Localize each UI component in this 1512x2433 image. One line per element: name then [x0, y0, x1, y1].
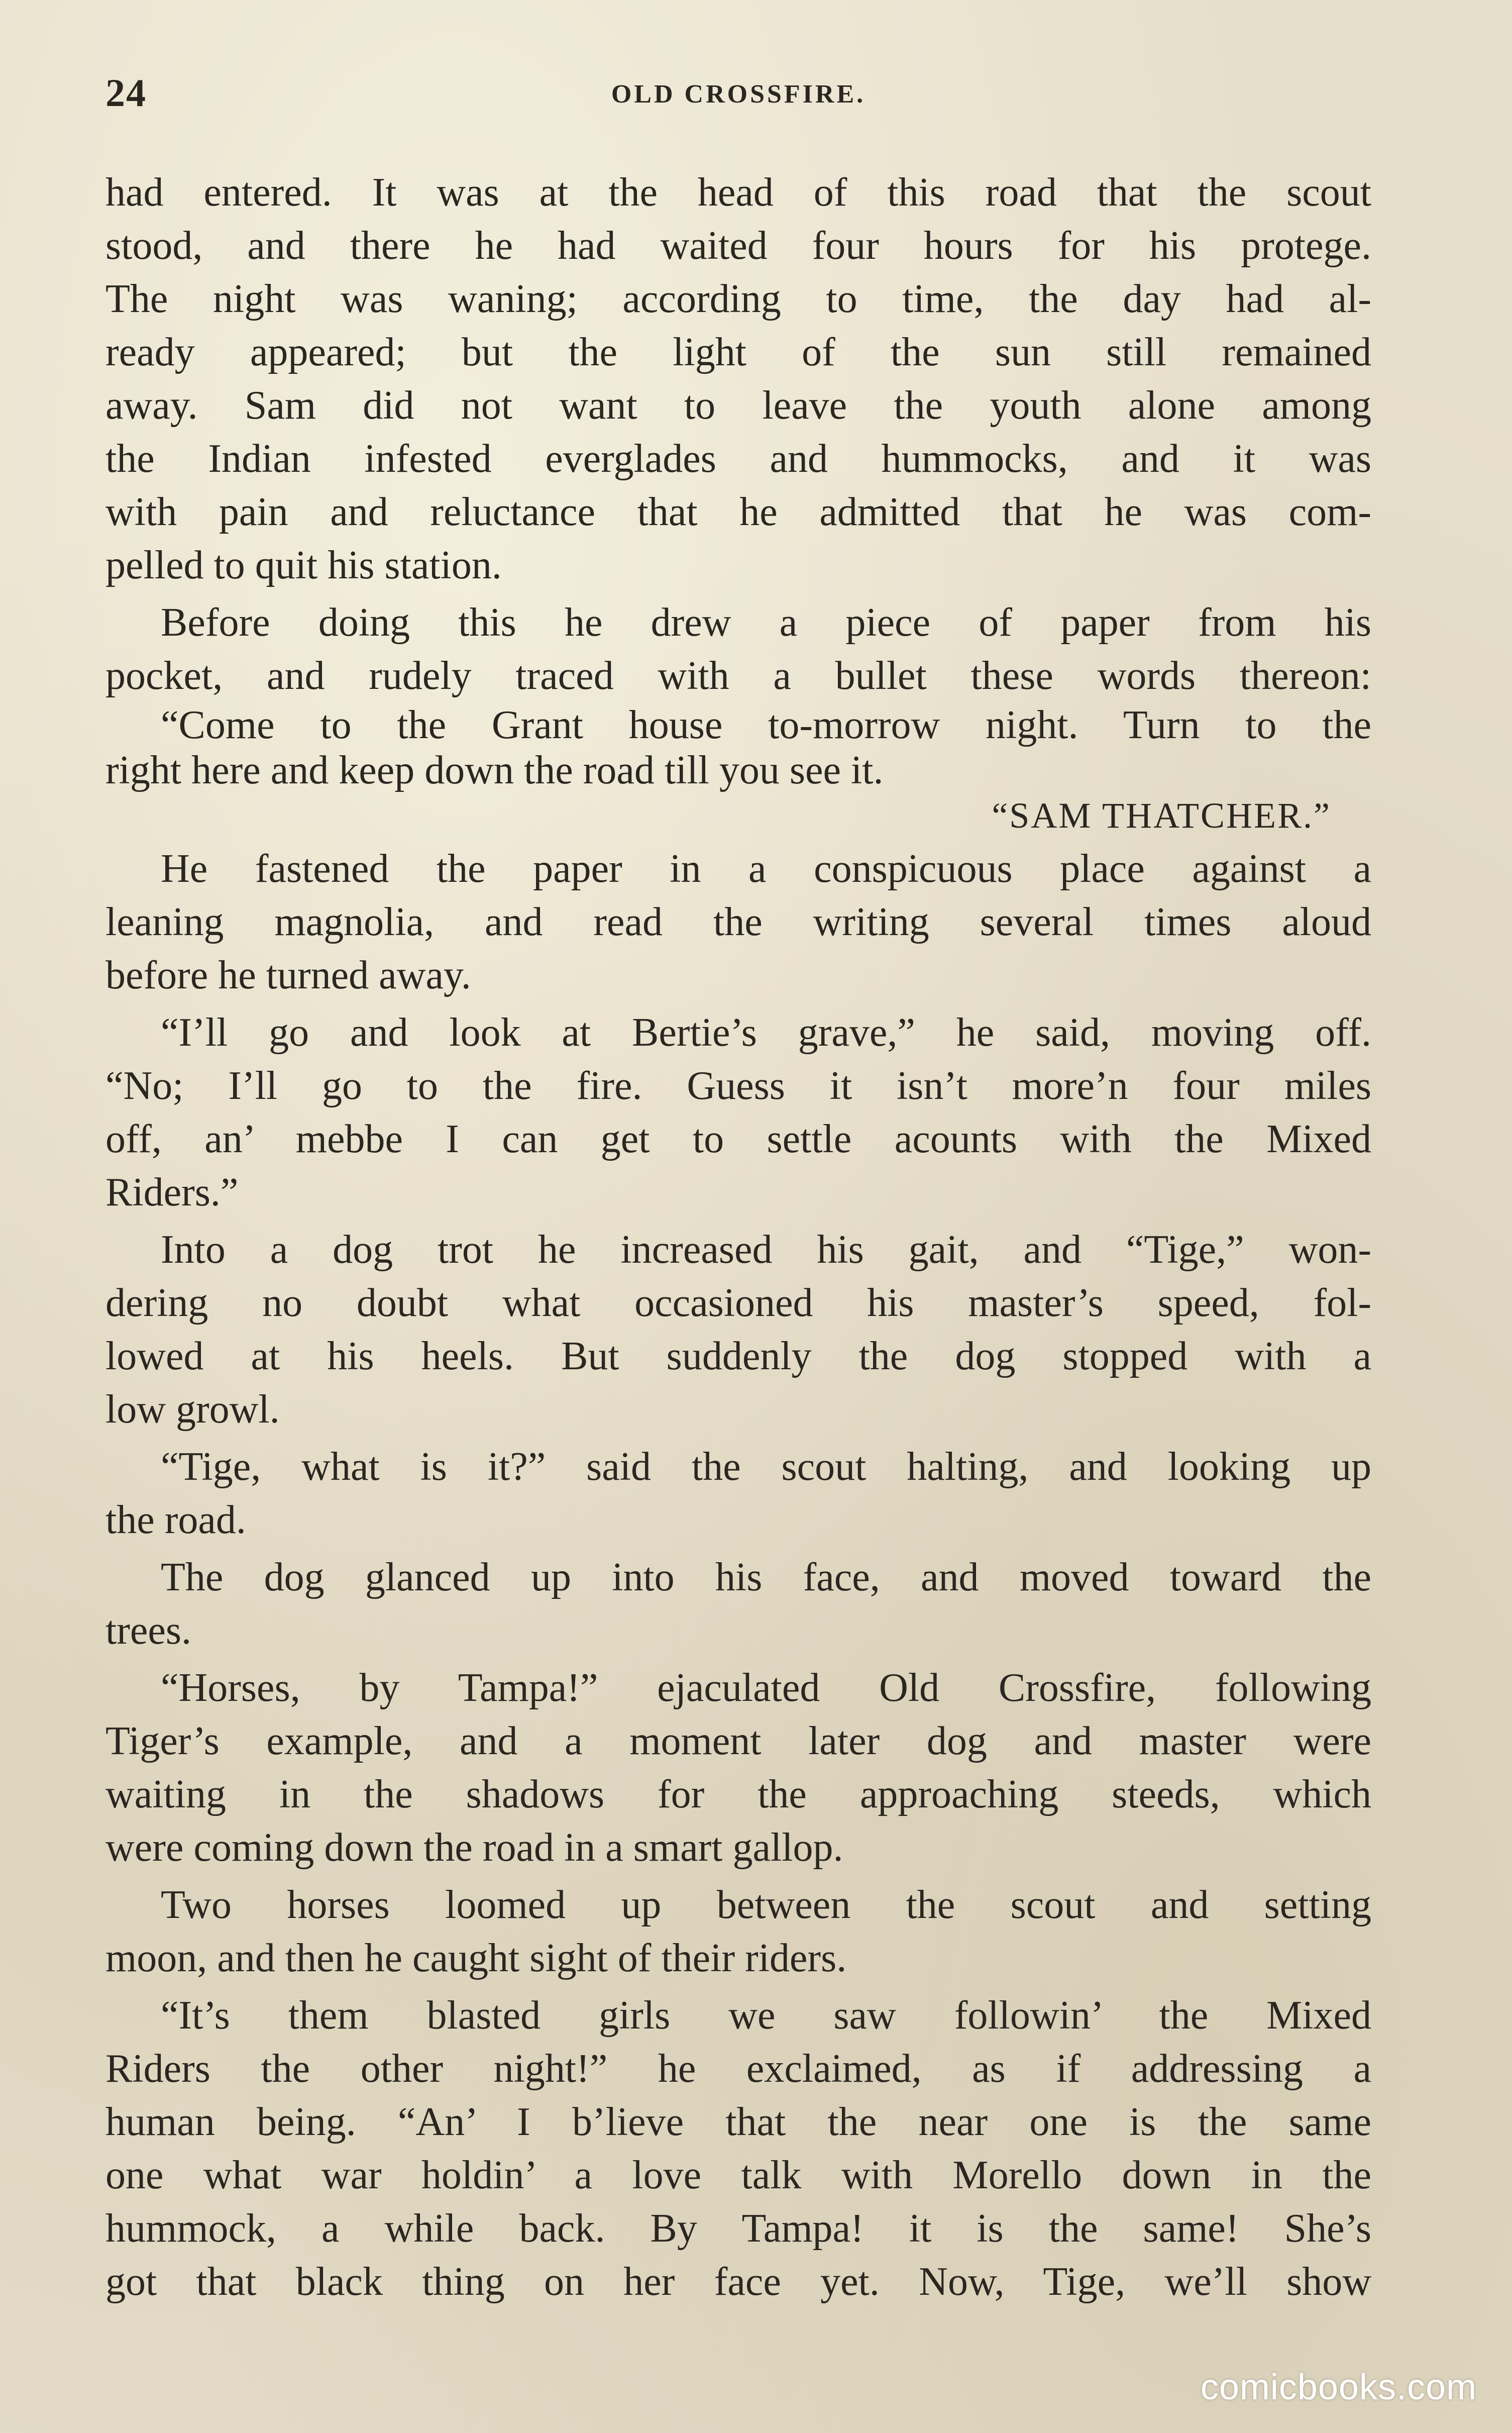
- paragraph-gap: [105, 1219, 1371, 1223]
- paragraph-gap: [105, 592, 1371, 596]
- note-line: right here and keep down the road till you see it.: [105, 748, 884, 792]
- paragraph-gap: [105, 1436, 1371, 1440]
- text-line: moon, and then he caught sight of their riders.: [105, 1936, 847, 1980]
- text-line: “Horses, by Tampa!” ejaculated Old Crossfire, following: [161, 1666, 1371, 1710]
- text-line: “Tige, what is it?” said the scout halting, and looking up: [161, 1445, 1371, 1489]
- text-line: the road.: [105, 1498, 246, 1542]
- paragraph-gap: [105, 1985, 1371, 1989]
- text-line: Riders.”: [105, 1170, 239, 1214]
- text-line: away. Sam did not want to leave the youth alone among: [105, 383, 1371, 428]
- text-line: with pain and reluctance that he admitted that he was com-: [105, 490, 1371, 534]
- text-line: had entered. It was at the head of this road that the scout: [105, 170, 1371, 215]
- text-line: off, an’ mebbe I can get to settle acounts with the Mixed: [105, 1117, 1371, 1161]
- text-line: Riders the other night!” he exclaimed, as if addressing a: [105, 2047, 1371, 2091]
- text-line: got that black thing on her face yet. Now, Tige, we’ll show: [105, 2260, 1371, 2304]
- text-line: hummock, a while back. By Tampa! it is the same! She’s: [105, 2206, 1371, 2251]
- text-line: “I’ll go and look at Bertie’s grave,” he said, moving off.: [161, 1010, 1371, 1055]
- page-header: [105, 70, 1371, 126]
- paragraph-gap: [105, 838, 1371, 842]
- text-line: “No; I’ll go to the fire. Guess it isn’t more’n four miles: [105, 1064, 1371, 1108]
- text-line: Two horses loomed up between the scout and setting: [161, 1883, 1371, 1927]
- text-line: stood, and there he had waited four hours for his protege.: [105, 224, 1371, 268]
- text-line: The dog glanced up into his face, and moved toward the: [161, 1555, 1371, 1599]
- text-line: pelled to quit his station.: [105, 543, 502, 587]
- text-line: dering no doubt what occasioned his master’s speed, fol-: [105, 1281, 1371, 1325]
- text-line: were coming down the road in a smart gallop.: [105, 1826, 843, 1870]
- text-line: Tiger’s example, and a moment later dog and master were: [105, 1719, 1371, 1763]
- text-line: Into a dog trot he increased his gait, and “Tige,” won-: [161, 1228, 1371, 1272]
- text-line: “It’s them blasted girls we saw followin’ the Mixed: [161, 1993, 1371, 2038]
- watermark: comicbooks.com: [1200, 2367, 1477, 2407]
- note-line: “Come to the Grant house to-morrow night. Turn to the: [161, 703, 1371, 747]
- text-line: lowed at his heels. But suddenly the dog stopped with a: [105, 1334, 1371, 1378]
- text-line: trees.: [105, 1608, 192, 1653]
- text-line: human being. “An’ I b’lieve that the near one is the same: [105, 2100, 1371, 2144]
- text-line: The night was waning; according to time, the day had al-: [105, 277, 1371, 321]
- running-title: OLD CROSSFIRE.: [611, 80, 866, 109]
- paragraph-gap: [105, 1874, 1371, 1878]
- paragraph-gap: [105, 1002, 1371, 1006]
- text-line: one what war holdin’ a love talk with Morello down in the: [105, 2153, 1371, 2197]
- paragraph-gap: [105, 1547, 1371, 1551]
- note-signature: “SAM THATCHER.”: [992, 795, 1331, 836]
- text-line: He fastened the paper in a conspicuous place against a: [161, 847, 1371, 891]
- text-line: the Indian infested everglades and hummocks, and it was: [105, 437, 1371, 481]
- text-line: before he turned away.: [105, 953, 471, 997]
- body-text: [105, 166, 1371, 2308]
- text-line: waiting in the shadows for the approaching steeds, which: [105, 1772, 1371, 1816]
- text-line: low growl.: [105, 1387, 280, 1432]
- text-line: pocket, and rudely traced with a bullet these words thereon:: [105, 654, 1371, 698]
- text-line: leaning magnolia, and read the writing several times aloud: [105, 900, 1371, 944]
- text-line: Before doing this he drew a piece of paper from his: [161, 600, 1371, 645]
- paragraph-gap: [105, 1657, 1371, 1661]
- text-line: ready appeared; but the light of the sun still remained: [105, 330, 1371, 374]
- page-number: 24: [105, 71, 147, 115]
